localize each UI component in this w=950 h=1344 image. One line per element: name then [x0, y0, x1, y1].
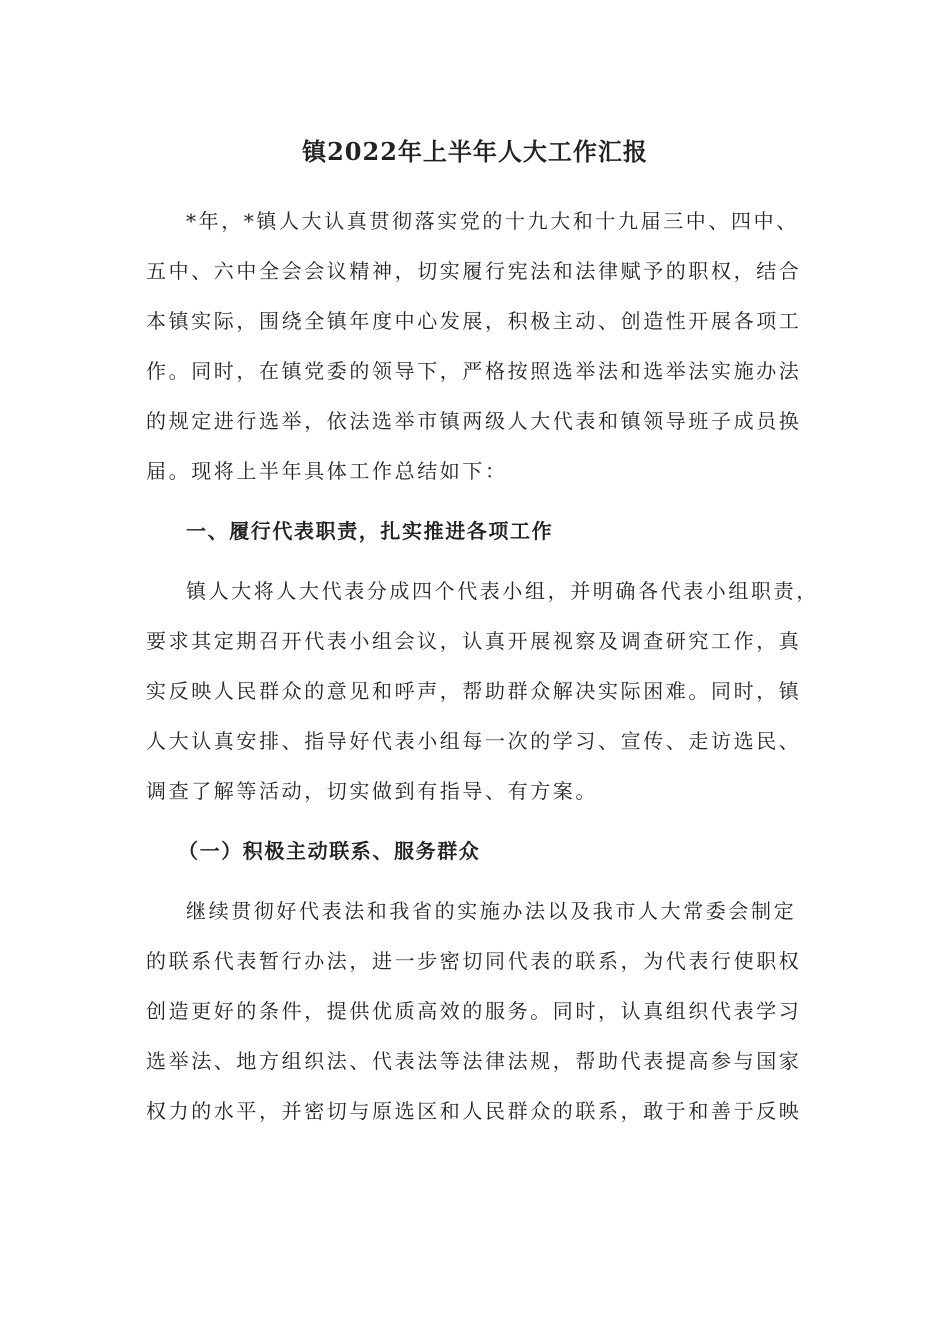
document-title: 镇2022年上半年人大工作汇报	[302, 137, 648, 166]
section1-line-4: 人大认真安排、指导好代表小组每一次的学习、宣传、走访选民、	[146, 729, 802, 753]
subsection1-line-4: 选举法、地方组织法、代表法等法律法规，帮助代表提高参与国家	[146, 1049, 802, 1073]
intro-line-2: 五中、六中全会会议精神，切实履行宪法和法律赋予的职权，结合	[146, 259, 802, 283]
section1-line-3: 实反映人民群众的意见和呼声，帮助群众解决实际困难。同时，镇	[146, 679, 802, 703]
intro-line-6: 届。现将上半年具体工作总结如下：	[146, 459, 508, 483]
subsection1-line-5: 权力的水平，并密切与原选区和人民群众的联系，敢于和善于反映	[146, 1099, 802, 1123]
subsection-heading-1: （一）积极主动联系、服务群众	[178, 839, 481, 863]
subsection1-line-2: 的联系代表暂行办法，进一步密切同代表的联系，为代表行使职权	[146, 949, 802, 973]
section-heading-1: 一、履行代表职责，扎实推进各项工作	[186, 519, 554, 543]
intro-line-4: 作。同时，在镇党委的领导下，严格按照选举法和选举法实施办法	[146, 359, 802, 383]
subsection1-line-1: 继续贯彻好代表法和我省的实施办法以及我市人大常委会制定	[186, 899, 797, 923]
section1-line-1: 镇人大将人大代表分成四个代表小组，并明确各代表小组职责，	[186, 579, 819, 603]
intro-line-5: 的规定进行选举，依法选举市镇两级人大代表和镇领导班子成员换	[146, 409, 802, 433]
section1-line-5: 调查了解等活动，切实做到有指导、有方案。	[146, 779, 598, 803]
section1-line-2: 要求其定期召开代表小组会议，认真开展视察及调查研究工作，真	[146, 629, 802, 653]
intro-line-3: 本镇实际，围绕全镇年度中心发展，积极主动、创造性开展各项工	[146, 309, 802, 333]
subsection1-line-3: 创造更好的条件，提供优质高效的服务。同时，认真组织代表学习	[146, 999, 802, 1023]
intro-line-1: *年，*镇人大认真贯彻落实党的十九大和十九届三中、四中、	[186, 209, 799, 233]
